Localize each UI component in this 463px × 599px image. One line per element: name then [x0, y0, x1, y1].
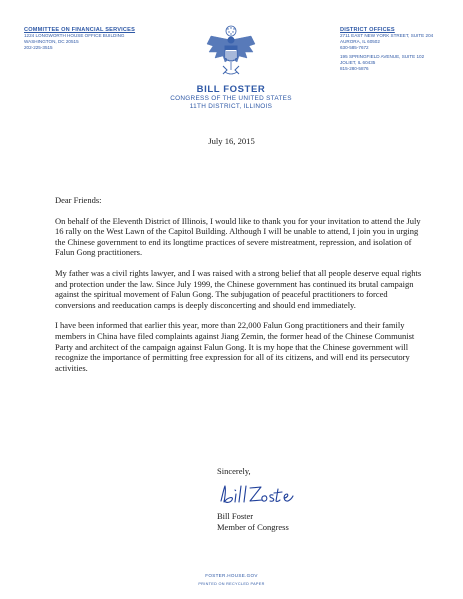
office-address-line: 2711 EAST NEW YORK STREET, SUITE 204	[340, 33, 434, 38]
district-offices-heading: DISTRICT OFFICES	[340, 27, 395, 33]
body-paragraph: I have been informed that earlier this year, more than 22,000 Falun Gong practitioners and their family members in China have filed complaints against Jiang Zemin, the former head of the Chinese Communist Party and architect of the campaign against Falun Gong. It is my hope that the Chinese government will recognize the importance of permitting free expression for all of its citizens, and will end its persecutory activities.	[55, 320, 415, 373]
district-offices-block	[340, 27, 450, 72]
committee-address-line: 1224 LONGWORTH HOUSE OFFICE BUILDING	[24, 33, 125, 38]
footer-website: FOSTER.HOUSE.GOV	[205, 573, 258, 578]
letter-date: July 16, 2015	[208, 136, 255, 146]
body-paragraph: On behalf of the Eleventh District of Illinois, I would like to thank you for your invitation to attend the July 16 rally on the West Lawn of the Capitol Building. Although I will be unable to attend, I join you in urging the Chinese government to end its longtime practices of severe mistreatment, repression, and isolation of Falun Gong practitioners.	[55, 215, 421, 258]
letter-body	[55, 195, 425, 383]
signature-block	[217, 466, 417, 532]
office-address-line: 195 SPRINGFIELD AVENUE, SUITE 102	[340, 54, 425, 59]
signer-name: Bill Foster	[217, 511, 254, 522]
committee-address-line: WASHINGTON, DC 20515	[24, 39, 79, 44]
committee-phone: 202-225-3515	[24, 45, 53, 50]
signer-title: Member of Congress	[217, 521, 289, 532]
eagle-seal-icon	[203, 24, 259, 82]
body-paragraph: My father was a civil rights lawyer, and I was raised with a strong belief that all people deserve equal rights and protection under the law. Since July 1999, the Chinese government has continued its brutal campaign against the spiritual movement of Falun Gong. The subjugation of peaceful practitioners to forced conversions and reeducation camps is deeply disconcerting and should end immediately.	[55, 267, 422, 310]
office-phone: 630-585-7672	[340, 45, 369, 50]
salutation: Dear Friends:	[55, 195, 102, 205]
office-address-line: AURORA, IL 60502	[340, 39, 380, 44]
handwritten-signature	[217, 483, 307, 507]
closing: Sincerely,	[217, 466, 251, 476]
office-address-line: JOLIET, IL 60435	[340, 60, 376, 65]
representative-name: BILL FOSTER	[196, 84, 266, 95]
letterhead-district: 11TH DISTRICT, ILLINOIS	[189, 103, 273, 110]
letterhead-name-block	[131, 84, 331, 111]
committee-heading: COMMITTEE ON FINANCIAL SERVICES	[24, 27, 136, 33]
footer-recycled-note: PRINTED ON RECYCLED PAPER	[198, 582, 265, 586]
letterhead-subtitle: CONGRESS OF THE UNITED STATES	[170, 95, 292, 102]
committee-address-block	[24, 27, 144, 51]
office-phone: 815-280-5876	[340, 66, 369, 71]
